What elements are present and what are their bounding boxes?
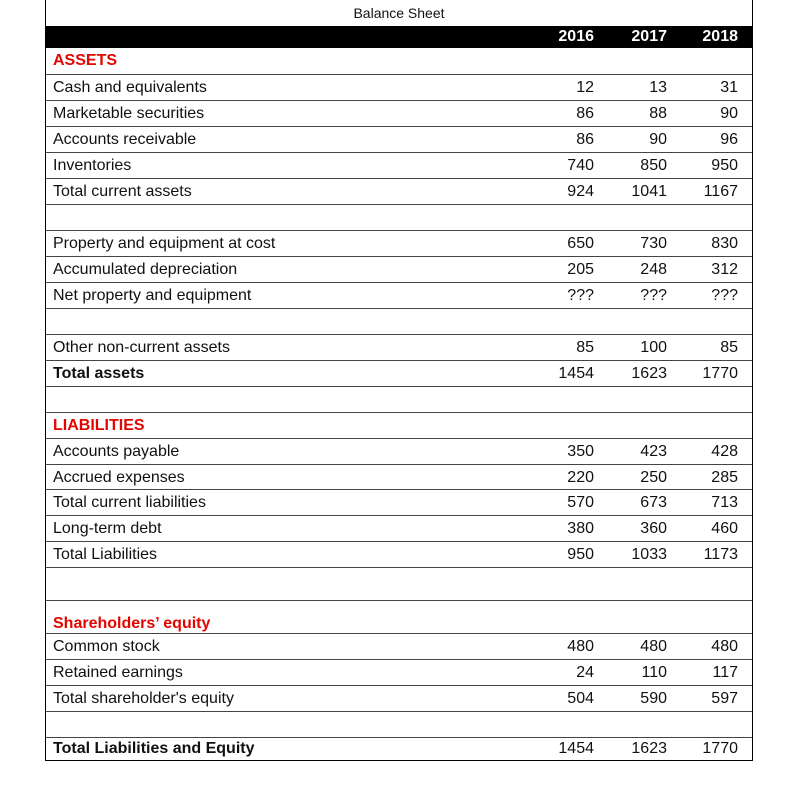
- row-inventories: [46, 152, 752, 178]
- value-2017: ???: [640, 286, 667, 304]
- row-payable: [46, 438, 752, 464]
- row-total-current-liabilities: [46, 489, 752, 515]
- value-2018: 96: [720, 130, 738, 148]
- spacer-row: [46, 308, 752, 334]
- row-label: Total Liabilities and Equity: [53, 740, 255, 757]
- row-label: Property and equipment at cost: [53, 234, 276, 252]
- value-2018: 1173: [703, 545, 738, 563]
- row-label: Total current liabilities: [53, 493, 206, 511]
- row-label: Inventories: [53, 156, 132, 174]
- row-accrued: [46, 464, 752, 490]
- row-receivable: [46, 126, 752, 152]
- row-label: Accounts receivable: [53, 130, 197, 148]
- row-label: Other non-current assets: [53, 338, 230, 356]
- row-total-current-assets: [46, 178, 752, 204]
- value-2017: 1623: [631, 364, 667, 382]
- row-depreciation: [46, 256, 752, 282]
- spacer-row: [46, 567, 752, 600]
- row-label: Total Liabilities: [53, 545, 158, 563]
- row-label: Common stock: [53, 637, 160, 655]
- value-2016: 380: [567, 519, 594, 537]
- row-common-stock: [46, 633, 752, 659]
- value-2018: 85: [720, 338, 738, 356]
- row-retained: [46, 659, 752, 685]
- value-2017: 13: [649, 78, 667, 96]
- row-total-liab-equity: [46, 737, 752, 760]
- row-label: Total current assets: [53, 182, 192, 200]
- row-label: Accounts payable: [53, 442, 180, 460]
- value-2017: 673: [640, 493, 667, 511]
- year-2016-header: 2016: [558, 28, 594, 45]
- value-2016: 350: [567, 442, 594, 460]
- value-2017: 1041: [631, 182, 667, 200]
- assets-heading: ASSETS: [53, 52, 118, 69]
- value-2016: 220: [567, 468, 594, 486]
- assets-heading-row: [46, 48, 752, 74]
- value-2017: 90: [649, 130, 667, 148]
- value-2018: 460: [711, 519, 738, 537]
- row-label: Marketable securities: [53, 104, 205, 122]
- value-2016: 24: [576, 663, 594, 681]
- value-2017: 590: [640, 689, 667, 707]
- value-2017: 850: [640, 156, 667, 174]
- value-2018: 90: [720, 104, 738, 122]
- value-2016: 205: [567, 260, 594, 278]
- value-2018: 1770: [702, 364, 738, 382]
- value-2018: 597: [711, 689, 738, 707]
- value-2017: 423: [640, 442, 667, 460]
- value-2016: 504: [567, 689, 594, 707]
- value-2016: 924: [567, 182, 594, 200]
- row-net-property: [46, 282, 752, 308]
- value-2016: ???: [567, 286, 594, 304]
- value-2018: 1167: [703, 182, 738, 200]
- row-label: Cash and equivalents: [53, 78, 207, 96]
- row-label: Total shareholder's equity: [53, 689, 234, 707]
- year-header-row: [46, 26, 752, 48]
- value-2018: 117: [712, 663, 738, 681]
- liabilities-heading: LIABILITIES: [53, 416, 145, 434]
- row-label: Retained earnings: [53, 663, 183, 681]
- value-2016: 1454: [558, 364, 594, 382]
- value-2016: 570: [567, 493, 594, 511]
- row-label: Long-term debt: [53, 519, 162, 537]
- row-total-equity: [46, 685, 752, 711]
- year-2018-header: 2018: [702, 28, 738, 45]
- value-2018: 312: [711, 260, 738, 278]
- spacer-row: [46, 711, 752, 737]
- value-2017: 1033: [631, 545, 667, 563]
- value-2018: 428: [711, 442, 738, 460]
- balance-sheet: [45, 0, 753, 761]
- row-label: Accumulated depreciation: [53, 260, 238, 278]
- value-2017: 1623: [631, 740, 667, 757]
- value-2017: 248: [640, 260, 667, 278]
- value-2018: 950: [711, 156, 738, 174]
- row-total-assets: [46, 360, 752, 386]
- value-2016: 650: [567, 234, 594, 252]
- value-2017: 730: [640, 234, 667, 252]
- value-2017: 88: [649, 104, 667, 122]
- value-2016: 86: [576, 104, 594, 122]
- row-property: [46, 230, 752, 256]
- value-2016: 1454: [558, 740, 594, 757]
- row-label: Net property and equipment: [53, 286, 252, 304]
- value-2016: 480: [567, 637, 594, 655]
- year-2017-header: 2017: [631, 28, 667, 45]
- sheet-title: Balance Sheet: [353, 5, 445, 21]
- value-2017: 480: [640, 637, 667, 655]
- row-other-noncurrent: [46, 334, 752, 360]
- row-cash: [46, 74, 752, 100]
- equity-heading: Shareholders’ equity: [53, 615, 211, 632]
- value-2016: 86: [576, 130, 594, 148]
- spacer-row: [46, 204, 752, 230]
- value-2016: 740: [567, 156, 594, 174]
- value-2016: 85: [576, 338, 594, 356]
- row-total-liabilities: [46, 541, 752, 567]
- equity-heading-row: [46, 600, 752, 633]
- value-2018: ???: [711, 286, 738, 304]
- row-marketable: [46, 100, 752, 126]
- value-2017: 360: [640, 519, 667, 537]
- value-2018: 480: [711, 637, 738, 655]
- value-2017: 250: [640, 468, 667, 486]
- row-label: Total assets: [53, 364, 145, 382]
- value-2018: 1770: [702, 740, 738, 757]
- value-2017: 100: [640, 338, 667, 356]
- row-label: Accrued expenses: [53, 468, 185, 486]
- value-2017: 110: [641, 663, 667, 681]
- value-2018: 830: [711, 234, 738, 252]
- spacer-row: [46, 386, 752, 412]
- value-2018: 285: [711, 468, 738, 486]
- liabilities-heading-row: [46, 412, 752, 438]
- value-2018: 713: [711, 493, 738, 511]
- value-2018: 31: [720, 78, 738, 96]
- row-longterm-debt: [46, 515, 752, 541]
- value-2016: 950: [567, 545, 594, 563]
- value-2016: 12: [576, 78, 594, 96]
